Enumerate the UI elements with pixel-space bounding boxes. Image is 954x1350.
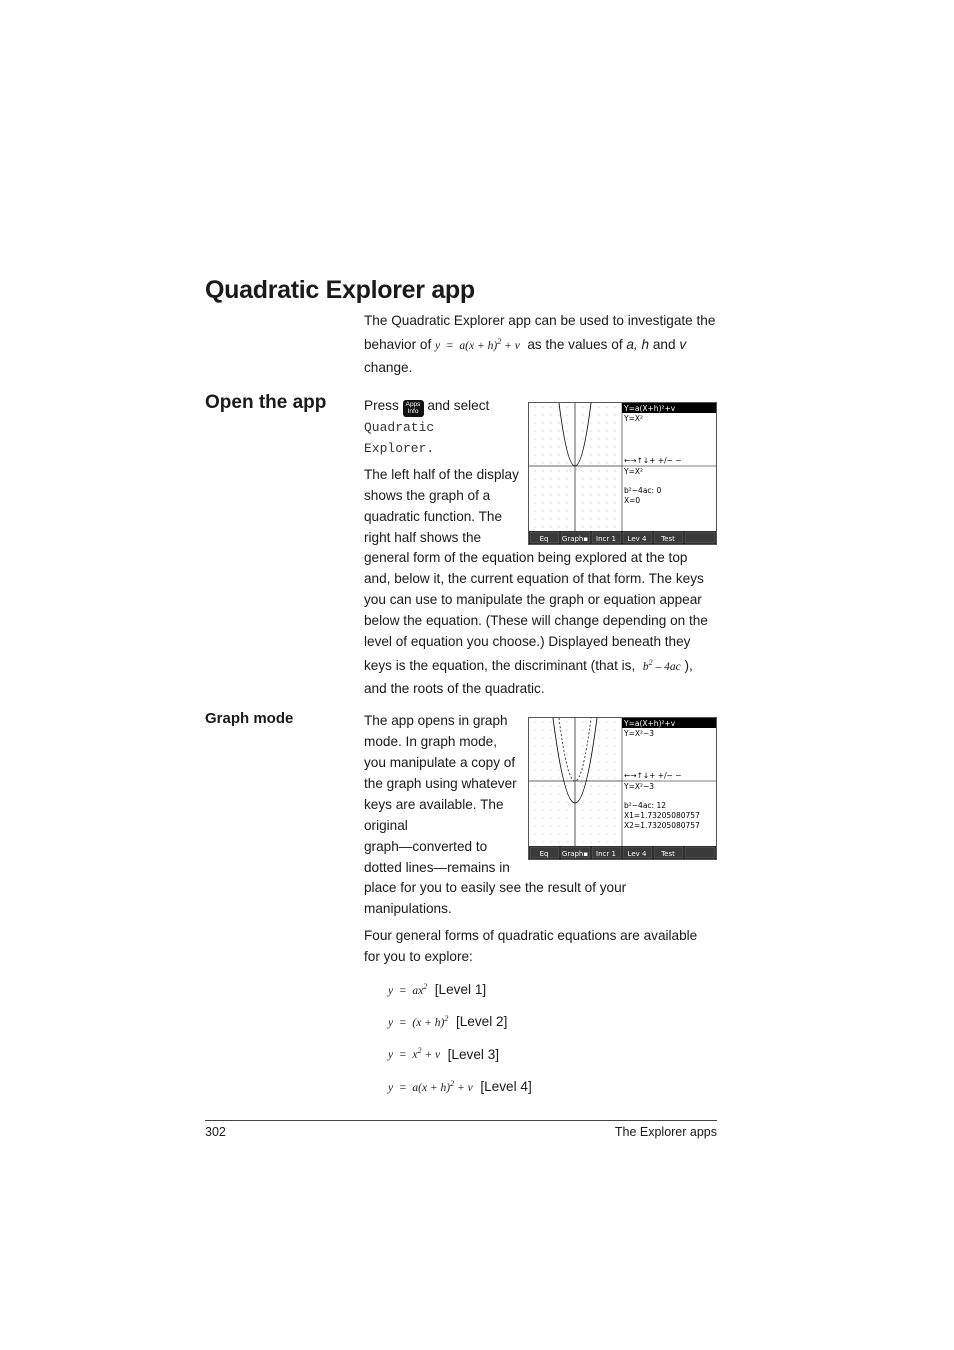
and-select-text: and select [427,398,490,413]
section-heading-graph-mode: Graph mode [205,710,294,727]
text-line: you manipulate a copy of [364,755,516,770]
text-line: mode. In graph mode, [364,734,497,749]
menu-item-explorer: Explorer. [364,441,435,456]
text-line: keys are available. The [364,797,504,812]
intro-text: as the values of [527,336,623,352]
softkey-test: Test [661,535,675,543]
text-line: below the equation. (These will change depending on the [364,613,708,628]
section-heading-open-the-app: Open the app [205,392,327,413]
screen1-keys: ←→↑↓+ +/− − [624,456,682,465]
screen1-eq: Y=X² [624,467,644,476]
apps-info-key-icon: Apps Info [403,400,424,417]
text-line: The app opens in graph [364,713,508,728]
intro-var-v: v [679,336,687,352]
level-label: [Level 2] [455,1014,508,1030]
level-item [388,1070,688,1102]
intro-vars: a, h [626,336,650,352]
intro-line-3: change. [364,359,413,375]
screen1-current: Y=X² [624,414,644,423]
level-label: [Level 4] [480,1078,532,1094]
screen2-form: Y=a(X+h)²+v [624,719,676,728]
levels-list [388,973,688,1102]
screen2-keys: ←→↑↓+ +/− − [624,771,682,780]
softkey-graph: Graph▪ [561,535,589,543]
open-app-wrap-text [364,464,534,548]
text-line: manipulations. [364,901,452,916]
text-line: and the roots of the quadratic. [364,680,545,696]
text-line: original [364,818,408,833]
forms-paragraph [364,925,724,967]
text-line: right half shows the [364,530,482,545]
discriminant-line: keys is the equation, the discriminant (that is, $b^2 - 4ac$ ), [364,657,693,673]
softkey-eq: Eq [539,535,549,543]
screen1-form: Y=a(X+h)²+v [624,404,676,413]
text-line: and, below it, the current equation of that form. The keys [364,571,704,586]
text-line: level of equation you choose.) Displayed beneath they [364,634,691,649]
screen2-root1: X1=1.73205080757 [624,811,700,820]
text-line: graph—converted to [364,839,488,854]
text-line: general form of the equation being explored at the top [364,550,688,565]
screen2-current: Y=X²−3 [624,729,655,738]
screen1-root1: X=0 [624,496,641,505]
softkey-incr: Incr 1 [596,850,616,858]
softkey-lev: Lev 4 [627,535,647,543]
calculator-screenshot-1 [528,402,717,545]
intro-line-2: behavior of $y = a(x + h)^2 + v$ as the values of a, h and v [364,336,687,352]
softkey-incr: Incr 1 [596,535,616,543]
text-line: for you to explore: [364,949,473,964]
level-equation: $y = (x + h)^2$ [388,1014,449,1030]
calculator-screenshot-2 [528,717,717,860]
softkey-lev: Lev 4 [627,850,647,858]
press-text: Press [364,398,399,413]
level-label: [Level 1] [434,981,487,997]
text-line: dotted lines—remains in [364,860,510,875]
intro-and: and [652,336,676,352]
open-app-full-text [364,547,724,699]
level-label: [Level 3] [447,1046,500,1062]
text-line: place for you to easily see the result of your [364,880,627,895]
screen1-svg [529,403,716,544]
softkey-graph: Graph▪ [561,850,589,858]
level-item [388,973,688,1005]
level-item [388,1038,688,1070]
intro-paragraph [364,310,720,378]
screen2-eq: Y=X²−3 [624,782,655,791]
text-line: quadratic function. The [364,509,503,524]
footer-section: The Explorer apps [614,1125,717,1139]
menu-item-quadratic: Quadratic [364,420,435,435]
screen2-disc: b²−4ac: 12 [624,801,666,810]
screen1-disc: b²−4ac: 0 [624,486,662,495]
open-app-instructions [364,395,534,459]
intro-line-1: The Quadratic Explorer app can be used to investigate the [364,313,716,328]
softkey-test: Test [661,850,675,858]
text-line: you can use to manipulate the graph or equation appear [364,592,702,607]
level-equation: $y = ax^2$ [388,982,428,997]
footer-rule [205,1120,717,1121]
screen2-root2: X2=1.73205080757 [624,821,700,830]
discriminant-formula: $b^2 - 4ac$ [642,658,681,673]
text-line: the graph using whatever [364,776,517,791]
intro-formula: $y = a(x + h)^2 + v$ [435,337,520,352]
text-line: The left half of the display [364,467,519,482]
level-item [388,1005,688,1037]
text-line: shows the graph of a [364,488,491,503]
screen1-menu-bar [529,531,716,544]
page-number: 302 [205,1125,226,1139]
level-equation: $y = x^2 + v$ [388,1046,441,1062]
graph-mode-wrap-text [364,710,534,878]
page-title: Quadratic Explorer app [205,276,475,304]
text-line: Four general forms of quadratic equations are available [364,928,698,943]
graph-mode-full-text [364,877,724,919]
softkey-eq: Eq [539,850,549,858]
level-equation: $y = a(x + h)^2 + v$ [388,1078,473,1094]
screen2-svg [529,718,716,859]
screen2-menu-bar [529,846,716,859]
